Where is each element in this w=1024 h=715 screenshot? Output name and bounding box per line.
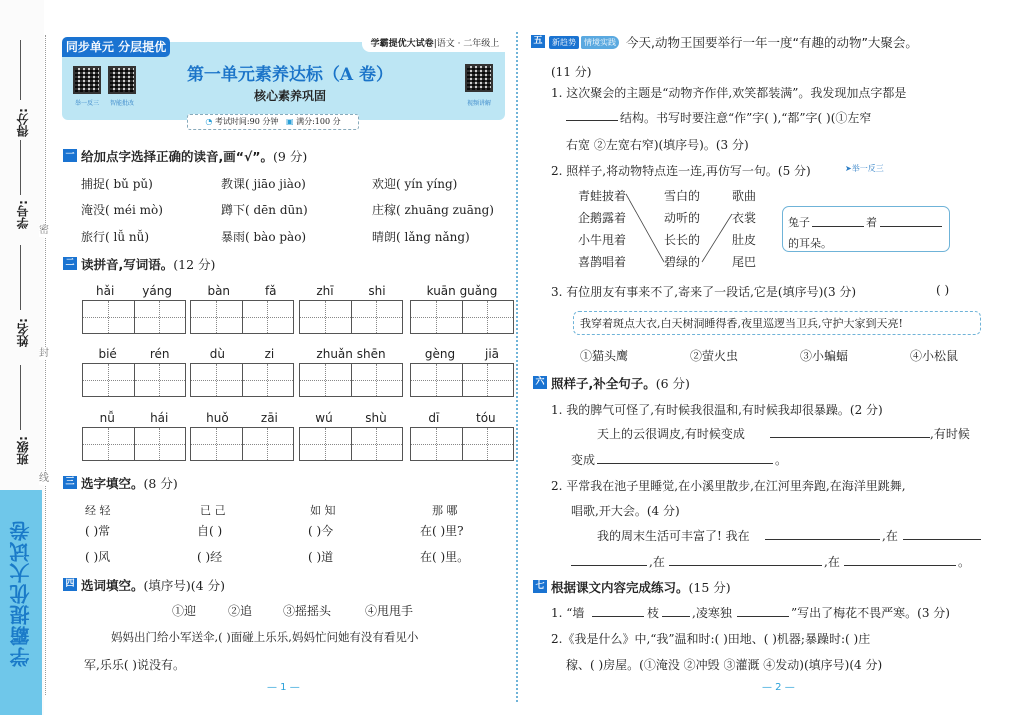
grid-cell[interactable] — [243, 364, 269, 396]
answer-blank[interactable] — [662, 604, 690, 617]
pinyin-label — [82, 347, 186, 361]
grid-guide — [326, 444, 351, 445]
grid-cell[interactable] — [243, 428, 269, 460]
grid-guide — [463, 317, 488, 318]
page-title: 第一单元素养达标（A 卷） — [186, 65, 394, 85]
pinyin-choice: 蹲下( dēn dūn) — [221, 203, 308, 217]
pinyin-choice: 教课( jiāo jiào) — [221, 177, 306, 191]
pinyin-syllable: bàn — [207, 284, 231, 298]
pinyin-choice: 欢迎( yín yíng) — [372, 177, 458, 191]
match-item[interactable]: 企鹅露着 — [578, 211, 627, 225]
grid-guide — [300, 380, 325, 381]
binding-dotted-line — [45, 35, 46, 695]
pinyin-syllable: gèng — [424, 347, 456, 361]
grid-cell[interactable] — [352, 364, 378, 396]
pinyin-label — [410, 284, 514, 298]
grid-cell[interactable] — [488, 364, 513, 396]
section-badge: 三 — [63, 476, 77, 489]
pinyin-syllable: jiā — [485, 347, 500, 361]
answer-option: ④小松鼠 — [910, 349, 959, 363]
pinyin-label — [190, 411, 294, 425]
section-badge: 四 — [63, 578, 77, 591]
question-text: 2. 照样子,将动物特点连一连,再仿写一句。(5 分) — [551, 164, 811, 178]
grid-cell[interactable] — [352, 301, 378, 333]
pinyin-label — [82, 284, 186, 298]
section-title — [81, 576, 225, 594]
question-text: ,在 — [882, 529, 898, 543]
grid-guide — [83, 317, 108, 318]
match-item[interactable]: 衣裳 — [732, 211, 757, 225]
grid-cell[interactable] — [377, 428, 402, 460]
question-text: 1. 这次聚会的主题是“动物齐作伴,欢笑都装满”。我发现加点字都是 — [551, 86, 907, 100]
fill-blank[interactable]: ( )风 — [85, 550, 111, 564]
fill-blank[interactable]: 自( ) — [197, 524, 223, 538]
section-title-text: 选词填空。 — [81, 578, 144, 593]
pinyin-label — [299, 411, 403, 425]
grid-cell[interactable] — [83, 364, 109, 396]
student-id-field-line — [20, 140, 21, 195]
grid-guide — [326, 380, 351, 381]
grid-cell[interactable] — [326, 364, 352, 396]
question-text: 结构。书写时要注意“作”字( ),“都”字( )(①左窄 — [620, 111, 872, 125]
example-text: 的耳朵。 — [788, 237, 832, 250]
pinyin-label — [190, 347, 294, 361]
sentence-line: 军,乐乐( )说没有。 — [84, 658, 185, 672]
grid-cell[interactable] — [160, 428, 185, 460]
answer-blank[interactable] — [765, 527, 880, 540]
section-badge: 七 — [533, 580, 547, 593]
writing-grid[interactable] — [410, 363, 514, 397]
score-icon: ▣ — [285, 117, 294, 126]
match-lines — [620, 190, 740, 270]
question-text: ,在 — [649, 555, 665, 569]
section-points: (12 分) — [173, 257, 216, 272]
series-name: 学霸提优大试卷 — [370, 39, 434, 49]
question-text: ,有时候 — [930, 427, 970, 441]
grid-guide — [109, 380, 134, 381]
hint-tag: ➤举一反三 — [845, 164, 884, 173]
question-text: ”写出了梅花不畏严寒。(3 分) — [791, 606, 950, 620]
grid-cell[interactable] — [411, 301, 437, 333]
pinyin-syllable: zhī — [316, 284, 334, 298]
grid-guide — [268, 317, 293, 318]
grid-cell[interactable] — [463, 301, 489, 333]
pinyin-syllable: shù — [365, 411, 387, 425]
fill-blank[interactable]: 在( )里。 — [420, 550, 470, 564]
grid-cell[interactable] — [268, 364, 293, 396]
writing-grid[interactable] — [190, 300, 294, 334]
grid-guide — [300, 444, 325, 445]
pinyin-syllable: hǎi — [96, 284, 115, 298]
grid-cell[interactable] — [135, 301, 161, 333]
match-item[interactable]: 喜鹊唱着 — [578, 255, 627, 269]
name-field-line — [20, 245, 21, 310]
grid-cell[interactable] — [411, 428, 437, 460]
pinyin-syllable: wú — [315, 411, 333, 425]
section-badge: 一 — [63, 149, 77, 162]
seal-char-xian: 线 — [39, 473, 49, 484]
question-text: 我的周末生活可丰富了! 我在 — [597, 529, 750, 543]
grid-guide — [135, 317, 160, 318]
grid-guide — [83, 380, 108, 381]
grid-guide — [411, 444, 436, 445]
answer-blank[interactable] — [737, 604, 789, 617]
qr-caption: 视频讲解 — [466, 100, 491, 107]
writing-grid[interactable] — [82, 427, 186, 461]
grid-guide — [243, 317, 268, 318]
grid-cell[interactable] — [191, 301, 217, 333]
pinyin-label — [299, 284, 403, 298]
match-line — [626, 194, 664, 262]
section-badge: 二 — [63, 257, 77, 270]
pinyin-label — [410, 411, 514, 425]
grid-guide — [109, 444, 134, 445]
question-text: 2.《我是什么》中,“我”温和时:( )田地、( )机器;暴躁时:( )庄 — [551, 632, 871, 646]
trend-tag: 新趋势 — [549, 36, 579, 49]
pinyin-label — [410, 347, 514, 361]
answer-paren[interactable]: ( ) — [936, 283, 950, 297]
page-number: — 2 — — [762, 682, 795, 693]
grid-cell[interactable] — [411, 364, 437, 396]
grid-guide — [488, 380, 513, 381]
pinyin-syllable: fǎ — [264, 284, 277, 298]
question-text: 1. “墙 — [551, 606, 585, 620]
grid-guide — [411, 380, 436, 381]
page-subtitle: 核心素养巩固 — [253, 89, 326, 103]
writing-grid[interactable] — [299, 300, 403, 334]
match-item[interactable]: 雪白的 — [664, 189, 701, 203]
char-pair: 已 己 — [200, 504, 226, 517]
match-item[interactable]: 小牛甩着 — [578, 233, 627, 247]
grid-cell[interactable] — [488, 301, 513, 333]
grid-cell[interactable] — [217, 301, 243, 333]
char-pair: 如 知 — [310, 504, 336, 517]
grid-cell[interactable] — [326, 428, 352, 460]
grid-guide — [352, 317, 377, 318]
match-line — [702, 214, 732, 262]
grid-guide — [160, 317, 185, 318]
question-text: 天上的云很调皮,有时候变成 — [597, 427, 745, 441]
pinyin-choice: 庄稼( zhuāng zuāng) — [372, 203, 494, 217]
pinyin-choice: 旅行( lǚ nǚ) — [81, 230, 150, 244]
grid-cell[interactable] — [437, 428, 463, 460]
pinyin-syllable: kuān guǎng — [426, 284, 498, 298]
question-text: 枝 — [647, 606, 660, 620]
pinyin-syllable: huǒ — [206, 411, 229, 425]
section-points: (填序号)(4 分) — [143, 578, 225, 593]
grid-guide — [268, 444, 293, 445]
grid-cell[interactable] — [191, 428, 217, 460]
section-points: (15 分) — [688, 580, 731, 595]
answer-blank[interactable] — [571, 553, 647, 566]
writing-grid[interactable] — [299, 427, 403, 461]
section-title-text: 读拼音,写词语。 — [81, 257, 174, 272]
grid-cell[interactable] — [377, 301, 402, 333]
fill-blank[interactable]: ( )常 — [85, 524, 111, 538]
grid-cell[interactable] — [377, 364, 402, 396]
grid-cell[interactable] — [135, 428, 161, 460]
grid-guide — [243, 444, 268, 445]
match-item[interactable]: 动听的 — [664, 211, 701, 225]
section-title: 今天,动物王国要举行一年一度“有趣的动物”大聚会。 — [626, 35, 918, 50]
grid-guide — [463, 380, 488, 381]
series-subject: |语文 · 二年级上 — [433, 39, 500, 49]
pinyin-syllable: zi — [264, 347, 275, 361]
sentence-line: 妈妈出门给小军送伞,( )面碰上乐乐,妈妈忙问她有没有看见小 — [111, 630, 419, 644]
question-text: ,凌寒独 — [692, 606, 732, 620]
answer-blank[interactable] — [844, 553, 956, 566]
grid-cell[interactable] — [463, 364, 489, 396]
qr-code-icon[interactable] — [73, 66, 101, 94]
answer-blank[interactable] — [880, 214, 942, 227]
pinyin-choice: 暴雨( bào pào) — [221, 230, 307, 244]
pinyin-syllable: dù — [209, 347, 226, 361]
grid-cell[interactable] — [300, 364, 326, 396]
answer-blank[interactable] — [566, 108, 618, 121]
section-points: (6 分) — [655, 376, 690, 391]
grid-guide — [217, 317, 242, 318]
grid-cell[interactable] — [217, 428, 243, 460]
match-item[interactable]: 碧绿的 — [664, 255, 701, 269]
grid-guide — [160, 380, 185, 381]
student-id-field-label: 学号: — [16, 200, 30, 229]
grid-cell[interactable] — [326, 301, 352, 333]
pinyin-syllable: zhuǎn shēn — [316, 347, 386, 361]
section-title-text: 选字填空。 — [81, 476, 144, 491]
word-option: ④甩甩手 — [365, 604, 414, 618]
section-badge: 五 — [531, 35, 545, 48]
grid-guide — [488, 317, 513, 318]
class-field-label: 班级: — [16, 436, 30, 465]
match-item[interactable]: 歌曲 — [732, 189, 757, 203]
grid-guide — [191, 317, 216, 318]
grid-cell[interactable] — [109, 428, 135, 460]
page-divider — [516, 32, 518, 702]
quote-box: 我穿着斑点大衣,白天树洞睡得香,夜里巡逻当卫兵,守护大家到天亮! — [573, 311, 981, 335]
writing-grid[interactable] — [190, 363, 294, 397]
pinyin-label — [82, 411, 186, 425]
grid-cell[interactable] — [135, 364, 161, 396]
question-text: 变成 — [571, 453, 596, 467]
section-title-text: 给加点字选择正确的读音,画“√”。 — [81, 149, 274, 164]
writing-grid[interactable] — [82, 363, 186, 397]
section-points: (11 分) — [551, 65, 592, 79]
grid-cell[interactable] — [243, 301, 269, 333]
exam-score: 满分:100 分 — [296, 117, 341, 126]
seal-char-mi: 密 — [39, 225, 49, 236]
pinyin-choice: 晴朗( lǎng nǎng) — [372, 230, 470, 244]
grid-cell[interactable] — [268, 428, 293, 460]
section-badge: 六 — [533, 376, 547, 389]
grid-guide — [326, 317, 351, 318]
word-option: ①迎 — [172, 604, 197, 618]
score-field-label: 得分: — [16, 108, 30, 137]
grid-cell[interactable] — [300, 301, 326, 333]
grid-cell[interactable] — [488, 428, 513, 460]
exam-time: 考试时间:90 分钟 — [214, 117, 279, 126]
grid-guide — [352, 444, 377, 445]
grid-guide — [377, 317, 402, 318]
grid-guide — [377, 380, 402, 381]
question-text: 1. 我的脾气可怪了,有时候我很温和,有时候我却很暴躁。(2 分) — [551, 403, 883, 417]
grid-guide — [437, 380, 462, 381]
grid-guide — [352, 380, 377, 381]
writing-grid[interactable] — [299, 363, 403, 397]
answer-blank[interactable] — [669, 553, 822, 566]
grid-guide — [437, 317, 462, 318]
match-item[interactable]: 青蛙披着 — [578, 189, 627, 203]
grid-guide — [437, 444, 462, 445]
section-title — [81, 255, 215, 273]
section-points: (8 分) — [143, 476, 178, 491]
name-field-label: 姓名: — [16, 318, 30, 347]
match-item[interactable]: 长长的 — [664, 233, 701, 247]
fill-blank[interactable]: ( )道 — [308, 550, 334, 564]
char-pair: 经 轻 — [85, 504, 111, 517]
grid-guide — [191, 380, 216, 381]
word-option: ②追 — [228, 604, 253, 618]
grid-guide — [377, 444, 402, 445]
grid-guide — [463, 444, 488, 445]
question-text: 右宽 ②左宽右窄)(填序号)。(3 分) — [566, 138, 749, 152]
grid-guide — [135, 380, 160, 381]
exam-info — [187, 114, 359, 130]
section-title — [551, 578, 731, 596]
grid-guide — [135, 444, 160, 445]
grid-cell[interactable] — [160, 364, 185, 396]
question-text: 唱歌,开大会。(4 分) — [571, 504, 680, 518]
question-text: 。 — [775, 453, 788, 467]
writing-grid[interactable] — [190, 427, 294, 461]
pinyin-choice: 捕捉( bǔ pǔ) — [81, 177, 153, 191]
grid-guide — [300, 317, 325, 318]
example-text: 兔子 — [788, 216, 810, 229]
scenario-tag: 情境实践 — [581, 36, 619, 49]
grid-cell[interactable] — [160, 301, 185, 333]
grid-cell[interactable] — [83, 428, 109, 460]
grid-guide — [83, 444, 108, 445]
match-item[interactable]: 肚皮 — [732, 233, 757, 247]
grid-guide — [191, 444, 216, 445]
pinyin-syllable: bié — [98, 347, 117, 361]
header-tab: 同步单元 分层提优 — [62, 37, 170, 57]
answer-option: ②萤火虫 — [690, 349, 739, 363]
grid-cell[interactable] — [352, 428, 378, 460]
fill-blank[interactable]: ( )今 — [308, 524, 334, 538]
page-number: — 1 — — [267, 682, 300, 693]
qr-code-icon[interactable] — [108, 66, 136, 94]
writing-grid[interactable] — [410, 300, 514, 334]
pinyin-syllable: shi — [368, 284, 386, 298]
grid-cell[interactable] — [437, 364, 463, 396]
answer-option: ①猫头鹰 — [580, 349, 629, 363]
answer-option: ③小蝙蝠 — [800, 349, 849, 363]
answer-blank[interactable] — [597, 451, 773, 464]
char-pair: 那 哪 — [432, 504, 458, 517]
grid-cell[interactable] — [437, 301, 463, 333]
pinyin-syllable: nǚ — [99, 411, 115, 425]
question-text: 3. 有位朋友有事来不了,寄来了一段话,它是(填序号)(3 分) — [551, 285, 857, 299]
score-field-line — [20, 40, 21, 100]
writing-grid[interactable] — [410, 427, 514, 461]
match-item[interactable]: 尾巴 — [732, 255, 757, 269]
grid-guide — [217, 380, 242, 381]
answer-blank[interactable] — [770, 425, 930, 438]
grid-guide — [488, 444, 513, 445]
question-text: 2. 平常我在池子里睡觉,在小溪里散步,在江河里奔跑,在海洋里跳舞, — [551, 479, 906, 493]
grid-guide — [109, 317, 134, 318]
brand-logo-text: 学霸提优大试卷 — [9, 520, 33, 667]
qr-code-icon[interactable] — [465, 64, 493, 92]
writing-grid[interactable] — [82, 300, 186, 334]
grid-cell[interactable] — [463, 428, 489, 460]
question-text: 。 — [958, 555, 971, 569]
grid-cell[interactable] — [109, 301, 135, 333]
grid-cell[interactable] — [217, 364, 243, 396]
grid-cell[interactable] — [83, 301, 109, 333]
section-title-text: 根据课文内容完成练习。 — [551, 580, 689, 595]
fill-blank[interactable]: 在( )里? — [420, 524, 464, 538]
pinyin-syllable: tóu — [475, 411, 496, 425]
qr-caption: 智能批改 — [109, 100, 134, 107]
answer-blank[interactable] — [812, 214, 864, 227]
grid-cell[interactable] — [109, 364, 135, 396]
grid-cell[interactable] — [300, 428, 326, 460]
grid-cell[interactable] — [268, 301, 293, 333]
example-text: 着 — [866, 216, 877, 229]
grid-guide — [217, 444, 242, 445]
answer-blank[interactable] — [592, 604, 644, 617]
pinyin-choice: 淹没( méi mò) — [81, 203, 163, 217]
section-points: (9 分) — [273, 149, 308, 164]
question-text: 稼、( )房屋。(①淹没 ②冲毁 ③灌溉 ④发动)(填序号)(4 分) — [566, 658, 883, 672]
clock-icon: ◔ — [205, 117, 213, 126]
grid-guide — [243, 380, 268, 381]
qr-caption: 举一反三 — [74, 100, 99, 107]
grid-guide — [411, 317, 436, 318]
grid-cell[interactable] — [191, 364, 217, 396]
pinyin-syllable: yáng — [142, 284, 172, 298]
pinyin-label — [299, 347, 403, 361]
pinyin-label — [190, 284, 294, 298]
word-option: ③摇摇头 — [283, 604, 332, 618]
fill-blank[interactable]: ( )经 — [197, 550, 223, 564]
pinyin-syllable: zāi — [260, 411, 278, 425]
pinyin-syllable: rén — [149, 347, 170, 361]
seal-char-feng: 封 — [39, 348, 49, 359]
pinyin-syllable: hái — [150, 411, 169, 425]
section-title-text: 照样子,补全句子。 — [551, 376, 656, 391]
section-title — [81, 474, 178, 492]
answer-blank[interactable] — [903, 527, 981, 540]
pinyin-syllable: dī — [428, 411, 440, 425]
question-text: ,在 — [824, 555, 840, 569]
series-label — [362, 36, 508, 52]
class-field-line — [20, 365, 21, 430]
section-title — [81, 147, 307, 165]
grid-guide — [268, 380, 293, 381]
grid-guide — [160, 444, 185, 445]
section-title — [551, 374, 690, 392]
